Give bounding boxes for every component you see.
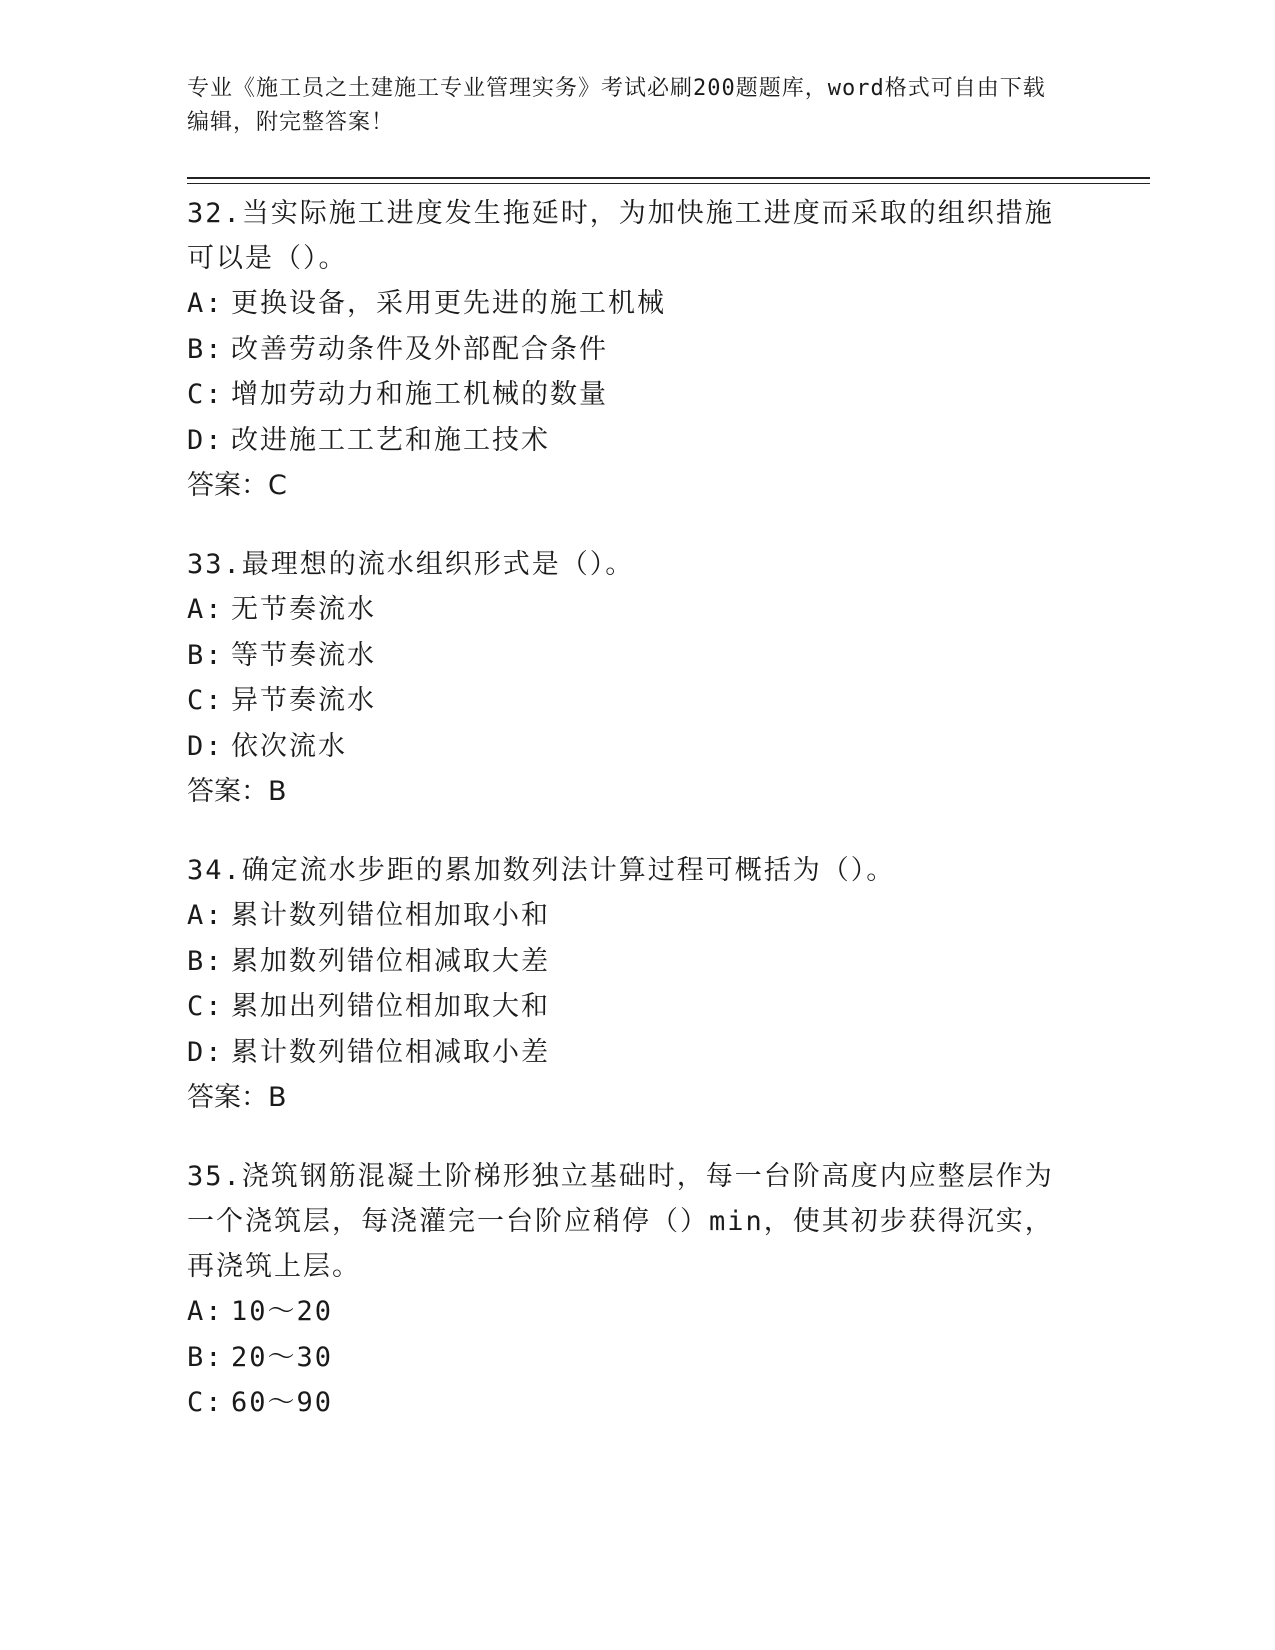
option-letter: B: <box>187 1341 224 1373</box>
option-text: 异节奏流水 <box>231 685 376 716</box>
option-b <box>187 1335 1077 1381</box>
option-letter: C: <box>187 1387 224 1418</box>
option-text: 累加出列错位相加取大和 <box>231 991 550 1022</box>
option-b <box>187 939 1077 985</box>
option-text: 累计数列错位相加取小和 <box>231 900 550 931</box>
option-text: 累计数列错位相减取小差 <box>231 1036 550 1068</box>
option-letter: A: <box>187 594 224 625</box>
option-a <box>187 281 1077 327</box>
option-a <box>187 893 1077 939</box>
option-b <box>187 327 1077 373</box>
question-stem: 32.当实际施工进度发生拖延时，为加快施工进度而采取的组织措施可以是（）。 <box>187 198 1054 274</box>
option-letter: D: <box>187 1036 224 1068</box>
option-letter: C: <box>187 379 224 410</box>
option-a <box>187 1289 1077 1335</box>
question-32 <box>187 191 1077 508</box>
option-text: 累加数列错位相减取大差 <box>231 945 550 977</box>
answer-line: 答案：B <box>187 776 287 807</box>
option-a <box>187 587 1077 633</box>
option-text: 依次流水 <box>231 730 347 762</box>
question-stem: 35.浇筑钢筋混凝土阶梯形独立基础时，每一台阶高度内应整层作为一个浇筑层，每浇灌完一台阶应稍停（）min，使其初步获得沉实，再浇筑上层。 <box>187 1161 1054 1282</box>
answer-line: 答案：B <box>187 1082 287 1113</box>
option-letter: C: <box>187 685 224 716</box>
option-text: 更换设备，采用更先进的施工机械 <box>231 288 666 319</box>
question-stem: 34.确定流水步距的累加数列法计算过程可概括为（）。 <box>187 855 896 886</box>
option-c <box>187 678 1077 724</box>
option-letter: D: <box>187 424 224 456</box>
option-text: 无节奏流水 <box>231 594 376 625</box>
option-c <box>187 1380 1077 1426</box>
option-text: 60～90 <box>231 1387 334 1418</box>
question-stem: 33.最理想的流水组织形式是（）。 <box>187 549 635 580</box>
option-letter: A: <box>187 1296 224 1327</box>
option-text: 20～30 <box>231 1341 334 1373</box>
option-text: 改进施工工艺和施工技术 <box>231 424 550 456</box>
option-d <box>187 724 1077 770</box>
question-35 <box>187 1154 1077 1426</box>
header-divider-thick <box>187 177 1150 179</box>
document-header: 专业《施工员之土建施工专业管理实务》考试必刷200题题库，word格式可自由下载编辑，附完整答案！ <box>187 76 1046 135</box>
option-letter: B: <box>187 333 224 365</box>
option-c <box>187 984 1077 1030</box>
question-33 <box>187 542 1077 814</box>
header-divider-thin <box>187 183 1150 184</box>
option-d <box>187 1030 1077 1076</box>
option-text: 增加劳动力和施工机械的数量 <box>231 379 608 410</box>
option-d <box>187 418 1077 464</box>
answer-line: 答案：C <box>187 470 287 501</box>
option-text: 等节奏流水 <box>231 639 376 671</box>
option-letter: B: <box>187 945 224 977</box>
option-c <box>187 372 1077 418</box>
option-letter: B: <box>187 639 224 671</box>
option-letter: A: <box>187 288 224 319</box>
option-letter: C: <box>187 991 224 1022</box>
option-letter: A: <box>187 900 224 931</box>
option-b <box>187 633 1077 679</box>
option-letter: D: <box>187 730 224 762</box>
question-list <box>187 191 1077 1460</box>
question-34 <box>187 848 1077 1120</box>
option-text: 10～20 <box>231 1296 334 1327</box>
option-text: 改善劳动条件及外部配合条件 <box>231 333 608 365</box>
